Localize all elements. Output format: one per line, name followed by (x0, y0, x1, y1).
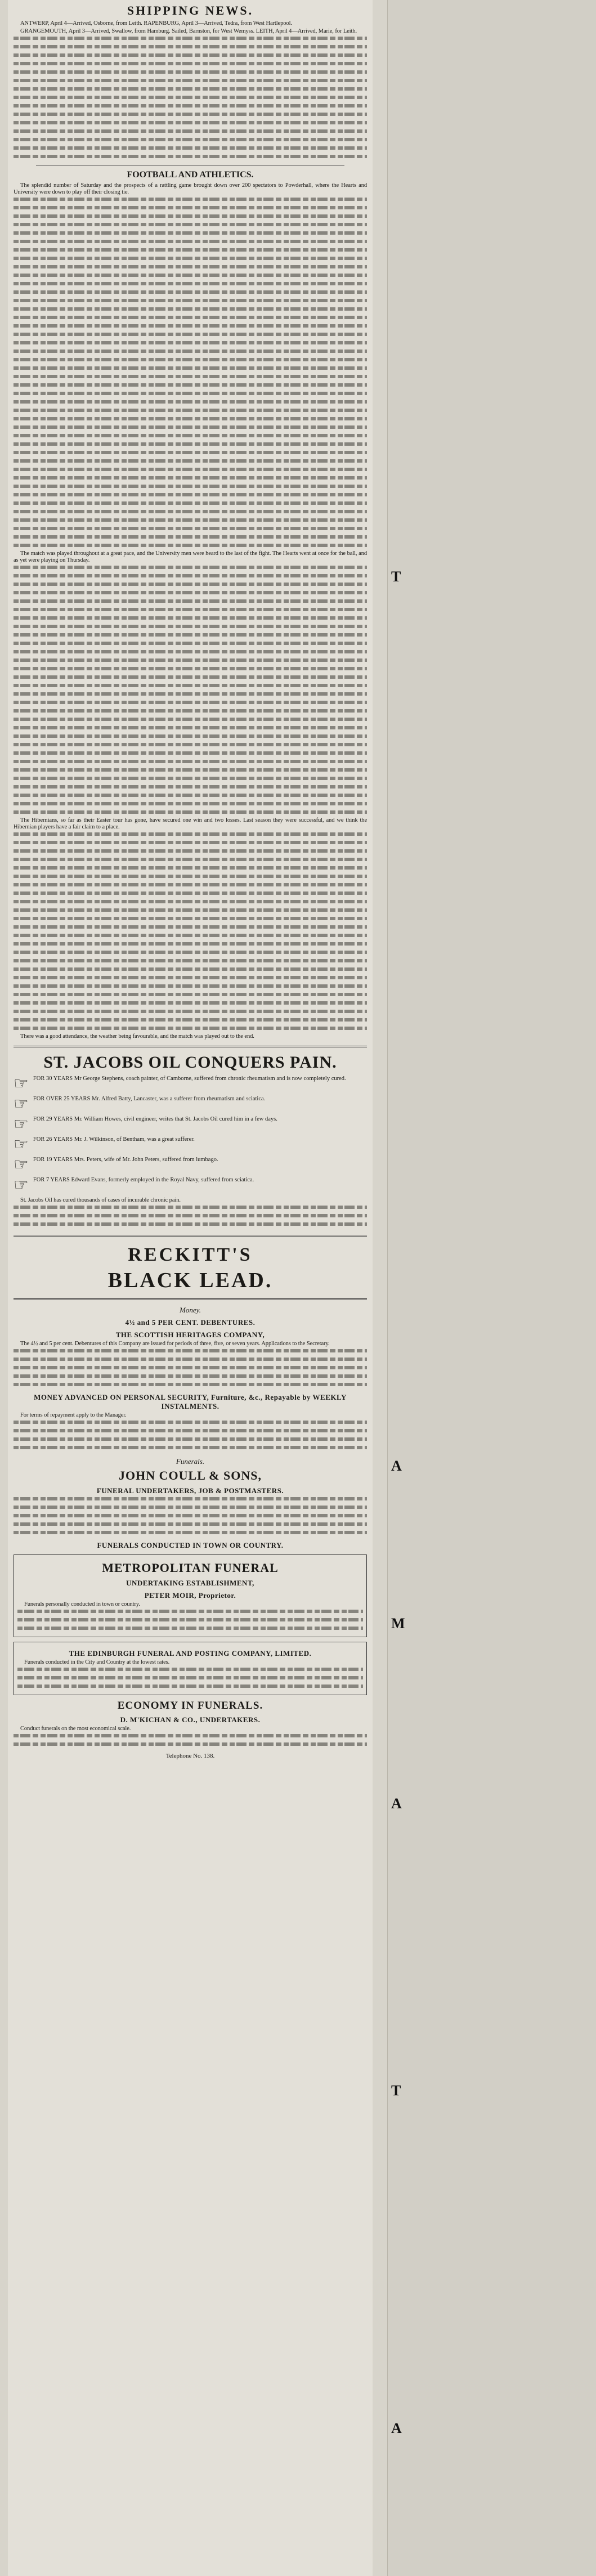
metropolitan-ad (14, 1554, 367, 1637)
testimonial-text: FOR 29 YEARS Mr. William Howes, civil engineer, writes that St. Jacobs Oil cured him in a few days. (33, 1116, 277, 1122)
testimonial-text: FOR 26 YEARS Mr. J. Wilkinson, of Bentham, was a great sufferer. (33, 1136, 195, 1143)
cropped-letter: A (391, 1458, 402, 1474)
cropped-letter: A (391, 2420, 402, 2436)
jacobs-footer: St. Jacobs Oil has cured thousands of cases of incurable chronic pain. (20, 1197, 181, 1203)
testimonial-text: FOR OVER 25 YEARS Mr. Alfred Batty, Lancaster, was a sufferer from rheumatism and sciatica. (33, 1096, 266, 1102)
football-text-block (14, 198, 367, 550)
funerals-title: Funerals. (176, 1457, 205, 1466)
testimonial (14, 1157, 367, 1173)
cropped-letter: M (391, 1615, 405, 1632)
heritages-company: THE SCOTTISH HERITAGES COMPANY, (115, 1330, 265, 1339)
coull-sons: JOHN COULL & SONS, (119, 1468, 262, 1482)
football-title: FOOTBALL AND ATHLETICS. (127, 170, 254, 180)
loan-text: For terms of repayment apply to the Manager. (20, 1412, 127, 1418)
jacobs-oil-headline: ST. JACOBS OIL CONQUERS PAIN. (43, 1053, 337, 1072)
pointing-hand-icon: ☞ (14, 1115, 29, 1134)
pointing-hand-icon: ☞ (14, 1095, 29, 1113)
pointing-hand-icon: ☞ (14, 1135, 29, 1154)
economy-text: Conduct funerals on the most economical scale. (20, 1726, 131, 1732)
shipping-news-title: SHIPPING NEWS. (127, 3, 254, 17)
football-text-block (14, 832, 367, 1033)
pointing-hand-icon: ☞ (14, 1155, 29, 1174)
testimonial (14, 1177, 367, 1194)
cropped-letter: T (391, 568, 401, 585)
shipping-paragraph: GRANGEMOUTH, April 3—Arrived, Swallow, from Hamburg. Sailed, Barnston, for West Wemyss. LEITH, April 4—Arrived, Marie, for Leith. (20, 28, 357, 34)
economy-title: ECONOMY IN FUNERALS. (117, 1700, 263, 1712)
main-column (8, 0, 373, 2576)
mkichan-firm: D. M'KICHAN & CO., UNDERTAKERS. (120, 1715, 261, 1724)
edinburgh-funeral-text: Funerals conducted in the City and Country at the lowest rates. (24, 1659, 170, 1665)
metropolitan-title: METROPOLITAN FUNERAL (102, 1561, 279, 1575)
pointing-hand-icon: ☞ (14, 1074, 29, 1093)
testimonial (14, 1076, 367, 1092)
shipping-paragraph: ANTWERP, April 4—Arrived, Osborne, from Leith. RAPENBURG, April 3—Arrived, Tedra, from West Hartlepool. (20, 20, 292, 26)
cropped-letter: T (391, 2082, 401, 2099)
pointing-hand-icon: ☞ (14, 1176, 29, 1194)
jacobs-text-block (14, 1206, 367, 1229)
debenture-rates: 4½ and 5 PER CENT. DEBENTURES. (125, 1318, 256, 1327)
testimonial (14, 1136, 367, 1153)
money-title: Money. (180, 1306, 201, 1314)
football-text-block (14, 566, 367, 817)
reckitt-brand: RECKITT'S (128, 1244, 253, 1265)
coull-services: FUNERAL UNDERTAKERS, JOB & POSTMASTERS. (96, 1486, 284, 1495)
divider (14, 1046, 367, 1047)
testimonial (14, 1096, 367, 1113)
divider (14, 1235, 367, 1237)
divider (14, 1298, 367, 1300)
loan-text-block (14, 1421, 367, 1453)
metropolitan-proprietor: PETER MOIR, Proprietor. (144, 1591, 236, 1600)
telephone-line: Telephone No. 138. (165, 1753, 215, 1759)
money-paragraph: The 4½ and 5 per cent. Debentures of this Company are issued for periods of three, five, or seven years. Applications to the Secretary. (20, 1341, 330, 1347)
shipping-text-block (14, 37, 367, 162)
money-text-block (14, 1349, 367, 1390)
metropolitan-subtitle: UNDERTAKING ESTABLISHMENT, (126, 1579, 254, 1587)
football-paragraph: The splendid number of Saturday and the prospects of a rattling game brought down over 200 spectators to Powderhall, where the Hearts and University were down to play off their closing tie. (14, 182, 367, 195)
edinburgh-funeral-ad (14, 1642, 367, 1695)
adjacent-column-edge (387, 0, 596, 2576)
football-paragraph: The Hibernians, so far as their Easter tour has gone, have secured one win and two losses. Last season they were successful, and we think the Hibernian players have a fair claim to a place. (14, 817, 367, 830)
testimonial-text: FOR 19 YEARS Mrs. Peters, wife of Mr. John Peters, suffered from lumbago. (33, 1157, 218, 1163)
coull-text-block (14, 1497, 367, 1538)
testimonial-text: FOR 7 YEARS Edward Evans, formerly employed in the Royal Navy, suffered from sciatica. (33, 1177, 254, 1183)
funerals-town-country: FUNERALS CONDUCTED IN TOWN OR COUNTRY. (97, 1541, 284, 1549)
football-tail: There was a good attendance, the weather being favourable, and the match was played out to the end. (20, 1033, 254, 1040)
metropolitan-text: Funerals personally conducted in town or country. (24, 1601, 140, 1607)
loan-title: MONEY ADVANCED ON PERSONAL SECURITY, Furniture, &c., Repayable by WEEKLY INSTALMENTS. (34, 1393, 347, 1410)
reckitt-product: BLACK LEAD. (107, 1269, 273, 1292)
cropped-letter: A (391, 1795, 402, 1812)
testimonial-text: FOR 30 YEARS Mr George Stephens, coach painter, of Camborne, suffered from chronic rheumatism and is now completely cured. (33, 1076, 346, 1082)
edinburgh-funeral-title: THE EDINBURGH FUNERAL AND POSTING COMPANY, LIMITED. (69, 1649, 312, 1657)
football-paragraph: The match was played throughout at a great pace, and the University men were heard to the last of the fight. The Hearts went at once for the ball, and as yet were playing on Thursday. (14, 550, 367, 563)
testimonial (14, 1116, 367, 1133)
